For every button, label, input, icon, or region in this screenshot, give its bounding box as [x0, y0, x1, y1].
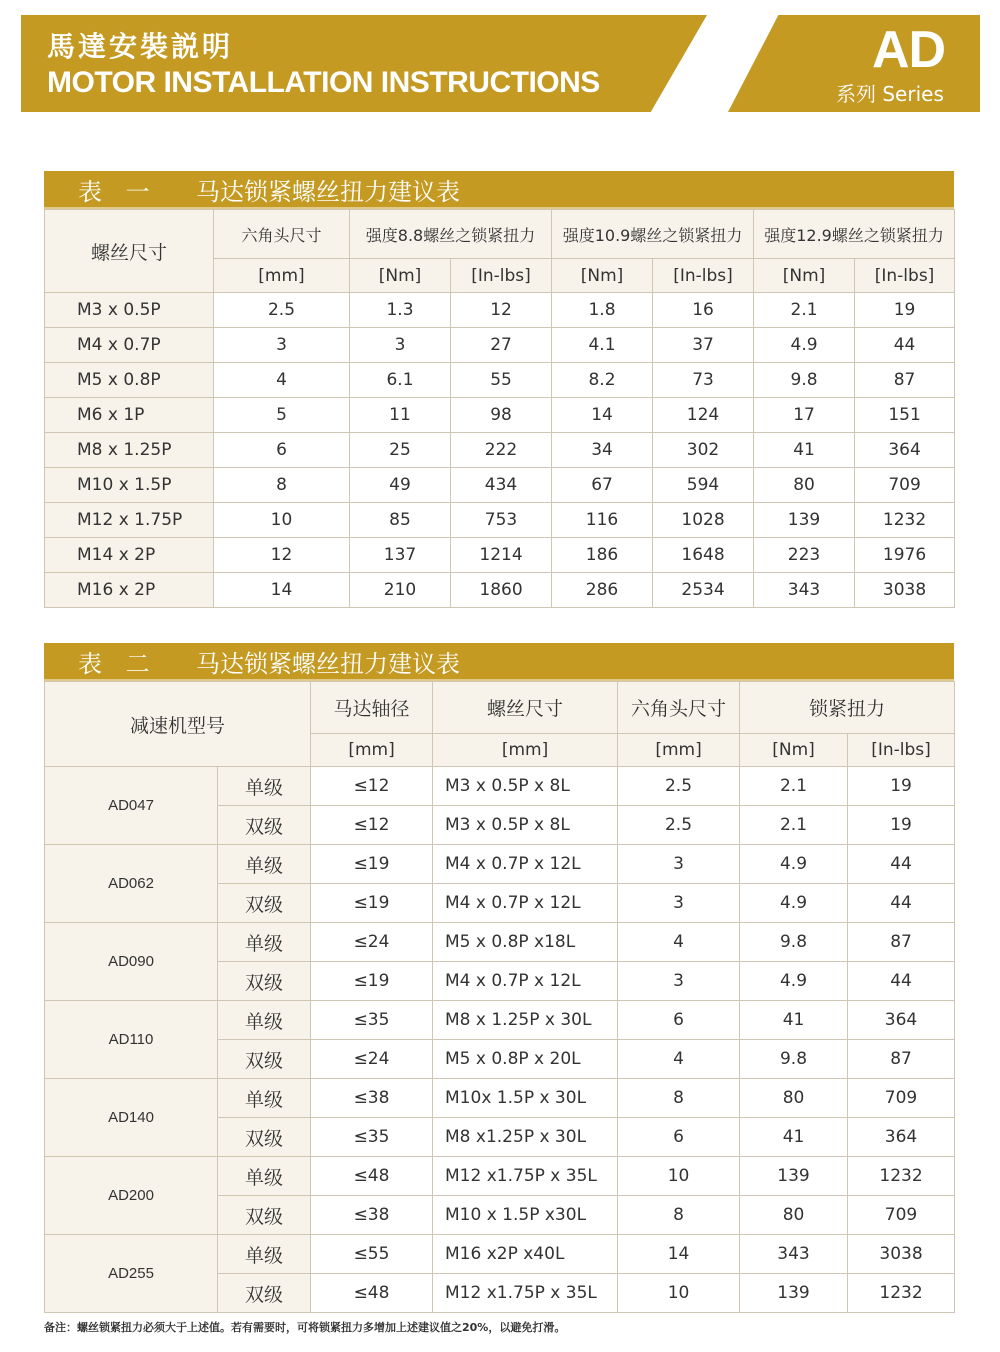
value-cell: 10	[618, 1157, 740, 1196]
value-cell: 1976	[855, 538, 955, 573]
value-cell: 186	[552, 538, 653, 573]
reducer-model-cell: AD047	[45, 767, 218, 845]
value-cell: 10	[214, 503, 350, 538]
value-cell: 2.5	[618, 806, 740, 845]
value-cell: 87	[848, 923, 955, 962]
value-cell: 2534	[653, 573, 754, 608]
table-row	[45, 398, 955, 433]
unit-cell: [Nm]	[350, 259, 451, 293]
stage-cell: 单级	[218, 1001, 311, 1040]
value-cell: 80	[740, 1079, 848, 1118]
value-cell: 14	[618, 1235, 740, 1274]
value-cell: 3	[618, 845, 740, 884]
title-chinese: 馬達安裝説明	[47, 30, 234, 63]
value-cell: 19	[855, 293, 955, 328]
value-cell: 1648	[653, 538, 754, 573]
reducer-model-cell: AD200	[45, 1157, 218, 1235]
value-cell: 14	[552, 398, 653, 433]
value-cell: 9.8	[740, 1040, 848, 1079]
value-cell: 222	[451, 433, 552, 468]
value-cell: 1232	[848, 1157, 955, 1196]
table-row	[45, 1157, 955, 1196]
value-cell: 67	[552, 468, 653, 503]
value-cell: 3	[214, 328, 350, 363]
value-cell: ≤55	[311, 1235, 433, 1274]
unit-cell: [Nm]	[754, 259, 855, 293]
stage-cell: 双级	[218, 806, 311, 845]
reducer-model-cell: AD140	[45, 1079, 218, 1157]
screw-size-cell: M8 x1.25P x 30L	[433, 1118, 618, 1157]
value-cell: 709	[848, 1196, 955, 1235]
table1-title-bar	[44, 171, 954, 207]
value-cell: ≤48	[311, 1274, 433, 1313]
col-grade-10-9: 强度10.9螺丝之锁紧扭力	[552, 210, 754, 259]
value-cell: 41	[754, 433, 855, 468]
value-cell: 116	[552, 503, 653, 538]
value-cell: 5	[214, 398, 350, 433]
value-cell: 8	[618, 1079, 740, 1118]
value-cell: 137	[350, 538, 451, 573]
value-cell: 709	[855, 468, 955, 503]
value-cell: ≤19	[311, 884, 433, 923]
value-cell: 9.8	[754, 363, 855, 398]
screw-size-cell: M12 x 1.75P	[45, 503, 214, 538]
value-cell: ≤19	[311, 962, 433, 1001]
value-cell: 80	[754, 468, 855, 503]
stage-cell: 单级	[218, 1079, 311, 1118]
value-cell: 14	[214, 573, 350, 608]
table-row	[45, 363, 955, 398]
col-grade-8-8: 强度8.8螺丝之锁紧扭力	[350, 210, 552, 259]
screw-size-cell: M12 x1.75P x 35L	[433, 1157, 618, 1196]
value-cell: 25	[350, 433, 451, 468]
value-cell: 139	[740, 1274, 848, 1313]
table2-body	[45, 767, 955, 1313]
stage-cell: 双级	[218, 1118, 311, 1157]
value-cell: 364	[855, 433, 955, 468]
value-cell: 44	[848, 845, 955, 884]
value-cell: 1232	[848, 1274, 955, 1313]
value-cell: 2.5	[618, 767, 740, 806]
footnote: 备注：螺丝锁紧扭力必须大于上述值。若有需要时，可将锁紧扭力多增加上述建议值之20%，以避免打滑。	[44, 1321, 566, 1334]
value-cell: 1860	[451, 573, 552, 608]
screw-size-cell: M16 x 2P	[45, 573, 214, 608]
stage-cell: 双级	[218, 1196, 311, 1235]
col-screw-size: 螺丝尺寸	[45, 210, 214, 293]
table2-title-bar	[44, 643, 954, 679]
value-cell: 364	[848, 1118, 955, 1157]
screw-size-cell: M5 x 0.8P x18L	[433, 923, 618, 962]
table2-title: 马达锁紧螺丝扭力建议表	[196, 649, 460, 678]
table-row	[45, 1079, 955, 1118]
reducer-model-cell: AD062	[45, 845, 218, 923]
stage-cell: 单级	[218, 1235, 311, 1274]
value-cell: 19	[848, 806, 955, 845]
value-cell: 364	[848, 1001, 955, 1040]
value-cell: 6	[618, 1001, 740, 1040]
reducer-model-cell: AD110	[45, 1001, 218, 1079]
screw-size-cell: M16 x2P x40L	[433, 1235, 618, 1274]
value-cell: 594	[653, 468, 754, 503]
value-cell: 286	[552, 573, 653, 608]
value-cell: 139	[754, 503, 855, 538]
value-cell: 6	[618, 1118, 740, 1157]
screw-size-cell: M6 x 1P	[45, 398, 214, 433]
value-cell: 223	[754, 538, 855, 573]
value-cell: 27	[451, 328, 552, 363]
value-cell: 41	[740, 1001, 848, 1040]
value-cell: 11	[350, 398, 451, 433]
value-cell: 2.1	[740, 767, 848, 806]
value-cell: 16	[653, 293, 754, 328]
value-cell: ≤24	[311, 923, 433, 962]
value-cell: 4	[618, 1040, 740, 1079]
value-cell: ≤35	[311, 1118, 433, 1157]
table-row	[45, 573, 955, 608]
screw-size-cell: M4 x 0.7P x 12L	[433, 845, 618, 884]
col-reducer-model: 减速机型号	[45, 682, 311, 767]
col-motor-shaft: 马达轴径	[311, 682, 433, 734]
screw-size-cell: M10x 1.5P x 30L	[433, 1079, 618, 1118]
value-cell: 3	[618, 884, 740, 923]
value-cell: 1028	[653, 503, 754, 538]
value-cell: 37	[653, 328, 754, 363]
value-cell: 210	[350, 573, 451, 608]
unit-cell: [mm]	[311, 734, 433, 767]
value-cell: 6.1	[350, 363, 451, 398]
series-label: 系列 Series	[836, 82, 944, 106]
unit-cell: [In-lbs]	[855, 259, 955, 293]
value-cell: 753	[451, 503, 552, 538]
stage-cell: 单级	[218, 845, 311, 884]
torque-table-2	[44, 681, 955, 1313]
value-cell: ≤12	[311, 767, 433, 806]
unit-cell: [In-lbs]	[451, 259, 552, 293]
stage-cell: 单级	[218, 923, 311, 962]
stage-cell: 单级	[218, 767, 311, 806]
value-cell: 4.9	[754, 328, 855, 363]
table-row	[45, 468, 955, 503]
value-cell: 343	[740, 1235, 848, 1274]
screw-size-cell: M4 x 0.7P x 12L	[433, 962, 618, 1001]
table2-number: 表 二	[78, 649, 158, 678]
value-cell: 2.5	[214, 293, 350, 328]
screw-size-cell: M4 x 0.7P	[45, 328, 214, 363]
value-cell: 8	[618, 1196, 740, 1235]
value-cell: 87	[855, 363, 955, 398]
screw-size-cell: M3 x 0.5P x 8L	[433, 767, 618, 806]
value-cell: 9.8	[740, 923, 848, 962]
value-cell: 87	[848, 1040, 955, 1079]
unit-cell: [mm]	[214, 259, 350, 293]
value-cell: 1232	[855, 503, 955, 538]
screw-size-cell: M14 x 2P	[45, 538, 214, 573]
table1-number: 表 一	[78, 177, 158, 206]
col-hex-size: 六角头尺寸	[618, 682, 740, 734]
value-cell: 44	[848, 962, 955, 1001]
value-cell: 98	[451, 398, 552, 433]
table-row	[45, 1001, 955, 1040]
value-cell: ≤19	[311, 845, 433, 884]
stage-cell: 双级	[218, 1274, 311, 1313]
value-cell: ≤12	[311, 806, 433, 845]
torque-table-1	[44, 209, 955, 608]
value-cell: 2.1	[740, 806, 848, 845]
series-code: AD	[872, 21, 946, 79]
col-grade-12-9: 强度12.9螺丝之锁紧扭力	[754, 210, 955, 259]
value-cell: 6	[214, 433, 350, 468]
value-cell: 151	[855, 398, 955, 433]
screw-size-cell: M8 x 1.25P	[45, 433, 214, 468]
unit-cell: [In-lbs]	[653, 259, 754, 293]
screw-size-cell: M8 x 1.25P x 30L	[433, 1001, 618, 1040]
table1-body	[45, 293, 955, 608]
value-cell: 73	[653, 363, 754, 398]
table1-title: 马达锁紧螺丝扭力建议表	[196, 177, 460, 206]
title-english: MOTOR INSTALLATION INSTRUCTIONS	[47, 66, 600, 99]
value-cell: 10	[618, 1274, 740, 1313]
table-row	[45, 767, 955, 806]
value-cell: 80	[740, 1196, 848, 1235]
value-cell: ≤48	[311, 1157, 433, 1196]
value-cell: 4.1	[552, 328, 653, 363]
value-cell: 4	[618, 923, 740, 962]
value-cell: 41	[740, 1118, 848, 1157]
value-cell: 343	[754, 573, 855, 608]
value-cell: 434	[451, 468, 552, 503]
value-cell: 12	[451, 293, 552, 328]
reducer-model-cell: AD090	[45, 923, 218, 1001]
screw-size-cell: M3 x 0.5P	[45, 293, 214, 328]
value-cell: 55	[451, 363, 552, 398]
value-cell: 1.3	[350, 293, 451, 328]
screw-size-cell: M5 x 0.8P x 20L	[433, 1040, 618, 1079]
screw-size-cell: M4 x 0.7P x 12L	[433, 884, 618, 923]
value-cell: ≤24	[311, 1040, 433, 1079]
stage-cell: 双级	[218, 962, 311, 1001]
col-screw-size: 螺丝尺寸	[433, 682, 618, 734]
value-cell: 1.8	[552, 293, 653, 328]
value-cell: 3038	[855, 573, 955, 608]
unit-cell: [mm]	[433, 734, 618, 767]
col-lock-torque: 锁紧扭力	[740, 682, 955, 734]
screw-size-cell: M10 x 1.5P x30L	[433, 1196, 618, 1235]
value-cell: 44	[855, 328, 955, 363]
value-cell: 8.2	[552, 363, 653, 398]
value-cell: 12	[214, 538, 350, 573]
value-cell: 4	[214, 363, 350, 398]
stage-cell: 双级	[218, 1040, 311, 1079]
value-cell: ≤38	[311, 1079, 433, 1118]
value-cell: 49	[350, 468, 451, 503]
value-cell: 124	[653, 398, 754, 433]
table-row	[45, 293, 955, 328]
value-cell: 709	[848, 1079, 955, 1118]
value-cell: 3038	[848, 1235, 955, 1274]
value-cell: 4.9	[740, 845, 848, 884]
value-cell: 85	[350, 503, 451, 538]
value-cell: 8	[214, 468, 350, 503]
value-cell: 4.9	[740, 884, 848, 923]
unit-cell: [In-lbs]	[848, 734, 955, 767]
value-cell: 1214	[451, 538, 552, 573]
value-cell: 4.9	[740, 962, 848, 1001]
value-cell: ≤38	[311, 1196, 433, 1235]
value-cell: ≤35	[311, 1001, 433, 1040]
value-cell: 19	[848, 767, 955, 806]
table-row	[45, 328, 955, 363]
value-cell: 44	[848, 884, 955, 923]
screw-size-cell: M5 x 0.8P	[45, 363, 214, 398]
col-hex-size: 六角头尺寸	[214, 210, 350, 259]
value-cell: 3	[350, 328, 451, 363]
value-cell: 3	[618, 962, 740, 1001]
value-cell: 302	[653, 433, 754, 468]
unit-cell: [Nm]	[740, 734, 848, 767]
screw-size-cell: M3 x 0.5P x 8L	[433, 806, 618, 845]
table-row	[45, 1235, 955, 1274]
table-row	[45, 538, 955, 573]
value-cell: 34	[552, 433, 653, 468]
stage-cell: 单级	[218, 1157, 311, 1196]
unit-cell: [Nm]	[552, 259, 653, 293]
screw-size-cell: M10 x 1.5P	[45, 468, 214, 503]
value-cell: 17	[754, 398, 855, 433]
screw-size-cell: M12 x1.75P x 35L	[433, 1274, 618, 1313]
table-row	[45, 845, 955, 884]
value-cell: 139	[740, 1157, 848, 1196]
table-row	[45, 433, 955, 468]
reducer-model-cell: AD255	[45, 1235, 218, 1313]
stage-cell: 双级	[218, 884, 311, 923]
table-row	[45, 923, 955, 962]
table-row	[45, 503, 955, 538]
value-cell: 2.1	[754, 293, 855, 328]
unit-cell: [mm]	[618, 734, 740, 767]
